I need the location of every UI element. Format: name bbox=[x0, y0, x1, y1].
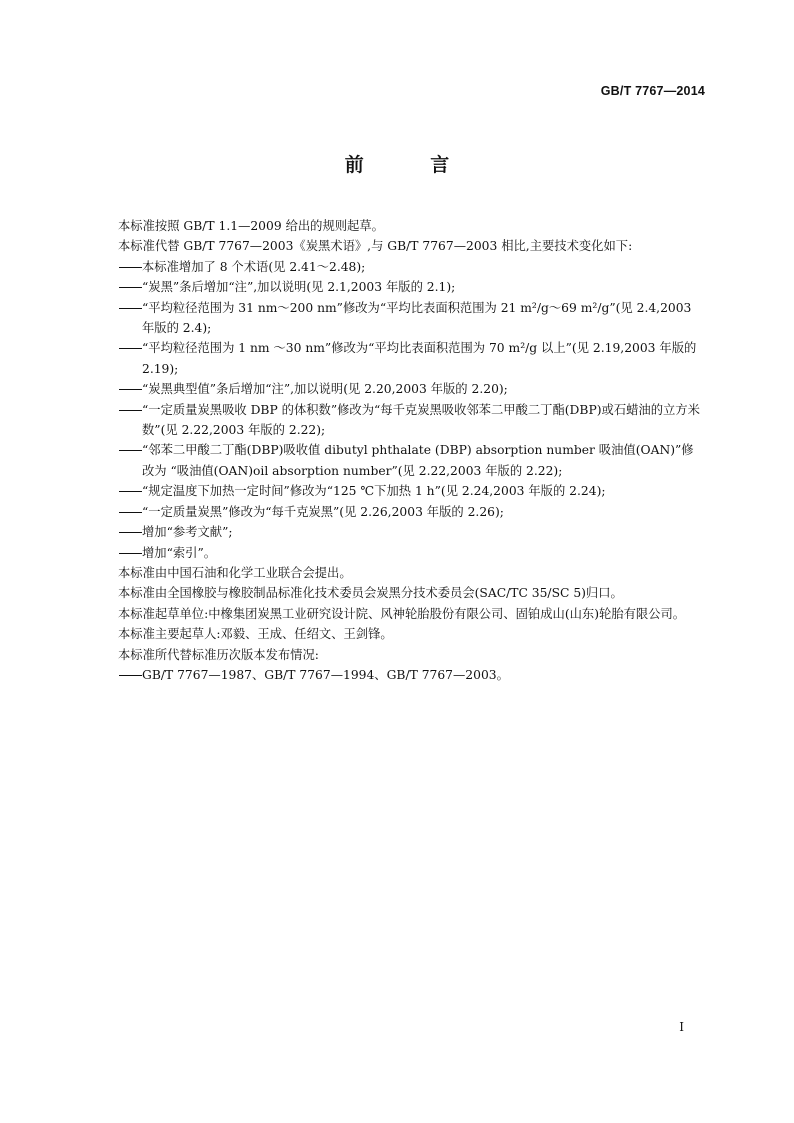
change-item: “邻苯二甲酸二丁酯(DBP)吸收值 dibutyl phthalate (DBP) absorption number 吸油值(OAN)”修改为 “吸油值(OAN)oil absorption number”(见 2.22,2003 年版的 2.22); bbox=[90, 440, 704, 481]
paragraph-drafting-units: 本标准起草单位:中橡集团炭黑工业研究设计院、风神轮胎股份有限公司、固铂成山(山东)轮胎有限公司。 bbox=[118, 606, 686, 621]
history-item: GB/T 7767—1987、GB/T 7767—1994、GB/T 7767—2003。 bbox=[90, 665, 704, 685]
page-title: 前 言 bbox=[344, 154, 480, 176]
change-item: “炭黑”条后增加“注”,加以说明(见 2.1,2003 年版的 2.1); bbox=[90, 277, 704, 297]
change-item: “规定温度下加热一定时间”修改为“125 ℃下加热 1 h”(见 2.24,2003 年版的 2.24); bbox=[90, 481, 704, 501]
paragraph-drafting-rules: 本标准按照 GB/T 1.1—2009 给出的规则起草。 bbox=[118, 219, 384, 233]
change-item: “一定质量炭黑”修改为“每千克炭黑”(见 2.26,2003 年版的 2.26); bbox=[90, 502, 704, 522]
change-item: “一定质量炭黑吸收 DBP 的体积数”修改为“每千克炭黑吸收邻苯二甲酸二丁酯(DBP)或石蜡油的立方米数”(见 2.22,2003 年版的 2.22); bbox=[90, 400, 704, 441]
paragraph-replaces: 本标准代替 GB/T 7767—2003《炭黑术语》,与 GB/T 7767—2003 相比,主要技术变化如下: bbox=[118, 239, 633, 254]
change-item: 增加“参考文献”; bbox=[90, 522, 704, 542]
standard-number: GB/T 7767—2014 bbox=[600, 84, 705, 98]
change-item: 增加“索引”。 bbox=[90, 543, 704, 563]
paragraph-history: 本标准所代替标准历次版本发布情况: bbox=[118, 647, 319, 662]
paragraph-drafters: 本标准主要起草人:邓毅、王成、任绍文、王剑锋。 bbox=[118, 627, 393, 642]
document-body bbox=[90, 216, 704, 685]
change-item: “平均粒径范围为 1 nm ～30 nm”修改为“平均比表面积范围为 70 m²/g 以上”(见 2.19,2003 年版的 2.19); bbox=[90, 338, 704, 379]
page-number: I bbox=[679, 1020, 684, 1034]
paragraph-proposer: 本标准由中国石油和化学工业联合会提出。 bbox=[118, 565, 352, 580]
change-item: “炭黑典型值”条后增加“注”,加以说明(见 2.20,2003 年版的 2.20); bbox=[90, 379, 704, 399]
paragraph-centralized: 本标准由全国橡胶与橡胶制品标准化技术委员会炭黑分技术委员会(SAC/TC 35/SC 5)归口。 bbox=[118, 586, 623, 601]
change-item: 本标准增加了 8 个术语(见 2.41～2.48); bbox=[90, 257, 704, 277]
change-item: “平均粒径范围为 31 nm～200 nm”修改为“平均比表面积范围为 21 m²/g～69 m²/g”(见 2.4,2003 年版的 2.4); bbox=[90, 298, 704, 339]
